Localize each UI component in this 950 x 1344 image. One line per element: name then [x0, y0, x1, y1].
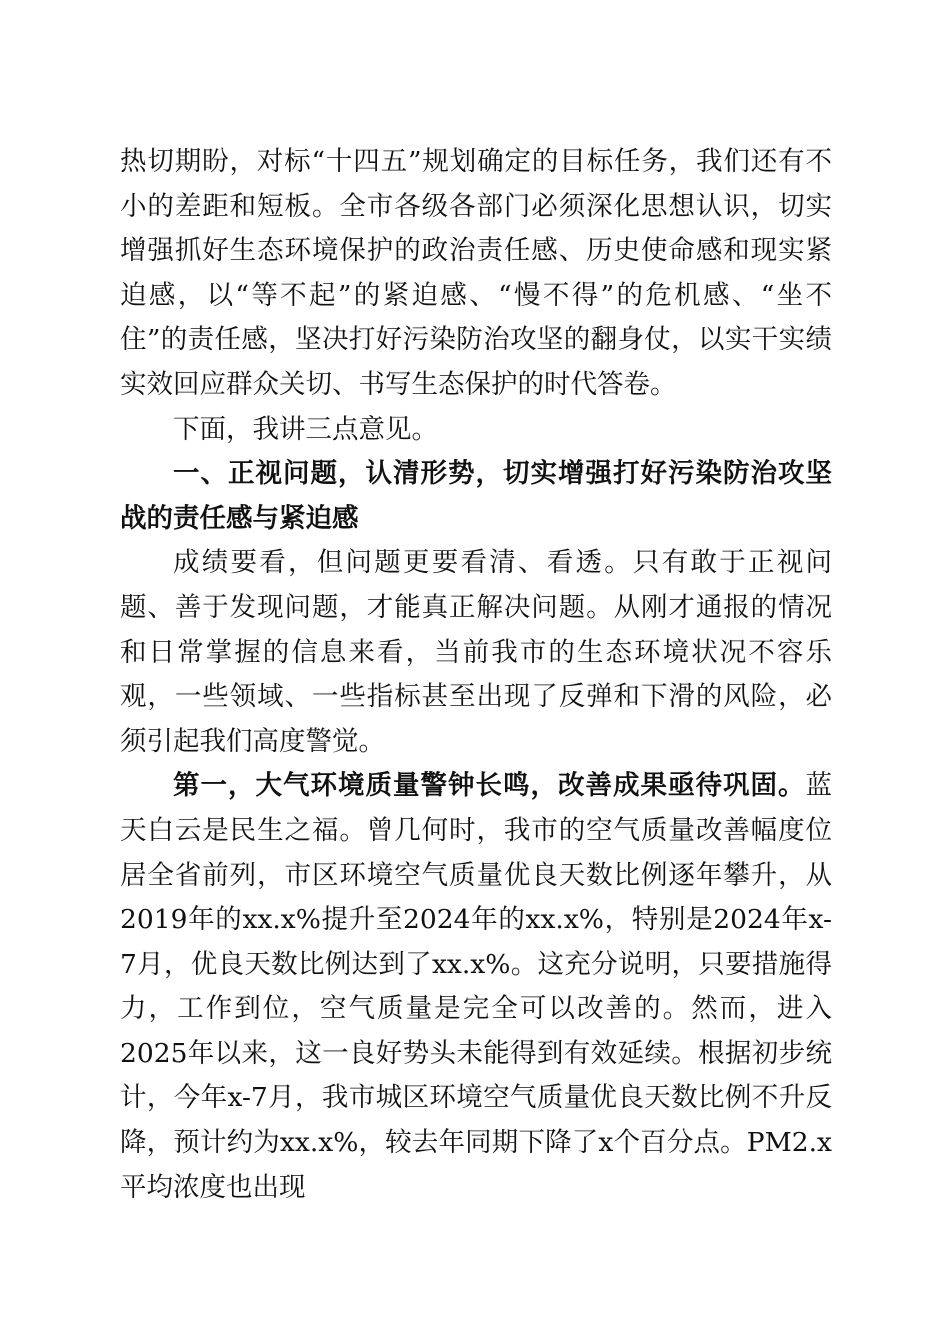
point-body: 蓝天白云是民生之福。曾几何时，我市的空气质量改善幅度位居全省前列，市区环境空气质量优良天数比例逐年攀升，从2019年的xx.x%提升至2024年的xx.x%，特别是2024年x-7月，优良天数比例达到了xx.x%。这充分说明，只要措施得力，工作到位，空气质量是完全可以改善的。然而，进入2025年以来，这一良好势头未能得到有效延续。根据初步统计，今年x-7月，我市城区环境空气质量优良天数比例不升反降，预计约为xx.x%，较去年同期下降了x个百分点。PM2.x平均浓度也出现 [120, 770, 832, 1203]
paragraph-continuation: 热切期盼，对标“十四五”规划确定的目标任务，我们还有不小的差距和短板。全市各级各部门必须深化思想认识，切实增强抓好生态环境保护的政治责任感、历史使命感和现实紧迫感，以“等不起”的紧迫感、“慢不得”的危机感、“坐不住”的责任感，坚决打好污染防治攻坚的翻身仗，以实干实绩实效回应群众关切、书写生态保护的时代答卷。 [120, 146, 832, 400]
paragraph-problems: 成绩要看，但问题更要看清、看透。只有敢于正视问题、善于发现问题，才能真正解决问题。从刚才通报的情况和日常掌握的信息来看，当前我市的生态环境状况不容乐观，一些领域、一些指标甚至出现了反弹和下滑的风险，必须引起我们高度警觉。 [120, 547, 832, 757]
paragraph-intro: 下面，我讲三点意见。 [173, 413, 438, 445]
section-heading: 一、正视问题，认清形势，切实增强打好污染防治攻坚战的责任感与紧迫感 [120, 458, 832, 534]
document-page [120, 140, 832, 1210]
paragraph-air-quality [120, 764, 832, 1210]
point-lead: 第一，大气环境质量警钟长鸣，改善成果亟待巩固。 [173, 770, 806, 802]
